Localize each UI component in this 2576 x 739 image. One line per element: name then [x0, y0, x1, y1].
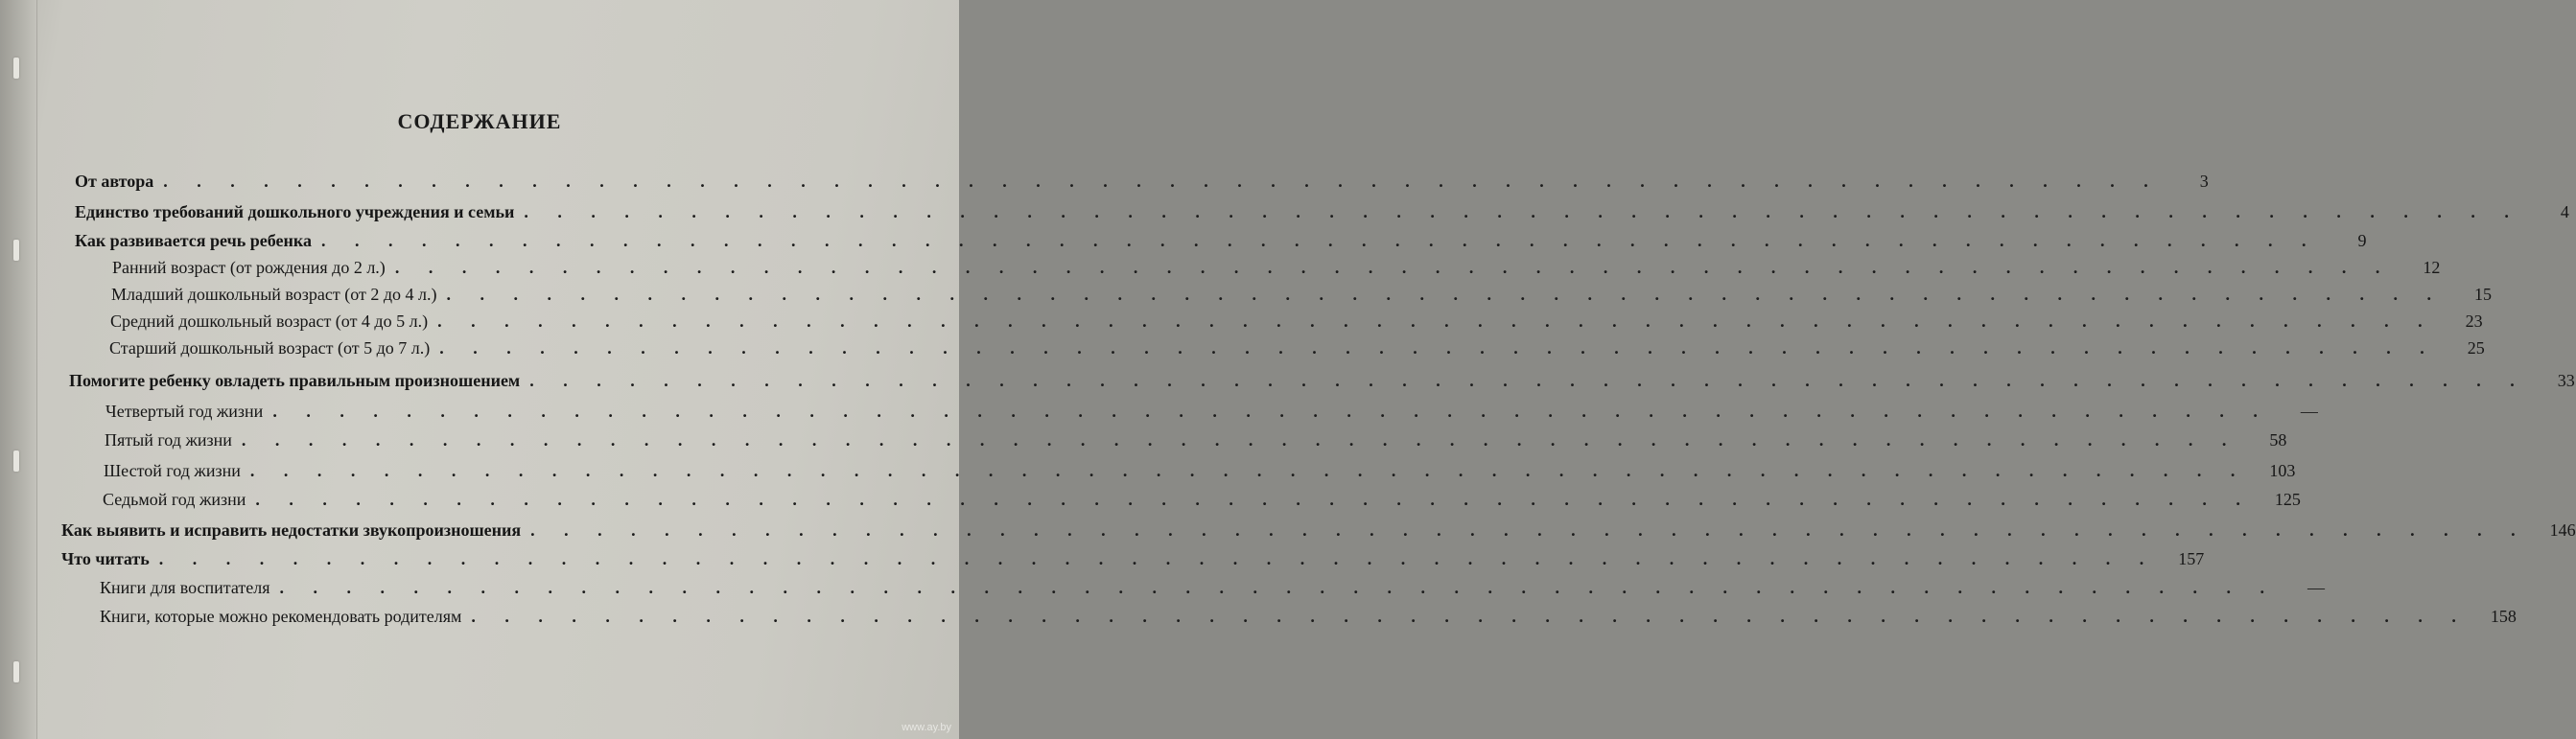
toc-leader-dots: . . . . . . . . . . . . . . . . . . . . . . . . . . . . . . . . . . . . . . . . . . . . . . . . . . . . . . . . . . . . — [249, 461, 2248, 480]
toc-page-number: 157 — [2178, 549, 2205, 568]
toc-page-number: 12 — [2423, 258, 2441, 277]
toc-page-number: 125 — [2274, 490, 2301, 509]
toc-leader-dots: . . . . . . . . . . . . . . . . . . . . . . . . . . . . . . . . . . . . . . . . . . . . . . . . . . . . . . . . . . . . — [394, 258, 2393, 277]
toc-entry — [105, 395, 2318, 422]
toc-leader-dots: . . . . . . . . . . . . . . . . . . . . . . . . . . . . . . . . . . . . . . . . . . . . . . . . . . . . . . . . . . . . — [530, 520, 2528, 540]
toc-entry-label: Книги, которые можно рекомендовать родителям — [100, 607, 462, 626]
toc-entry-label: Единство требований дошкольного учреждения и семьи — [75, 202, 515, 221]
toc-leader-dots: . . . . . . . . . . . . . . . . . . . . . . . . . . . . . . . . . . . . . . . . . . . . . . . . . . . . . . . . . . . . — [163, 172, 2161, 191]
toc-page-number: 4 — [2560, 202, 2569, 221]
toc-entry-label: Пятый год жизни — [105, 430, 232, 450]
toc-page-number: 3 — [2199, 172, 2209, 191]
toc-entry — [112, 251, 2441, 278]
toc-entry — [75, 196, 2569, 222]
toc-leader-dots: . . . . . . . . . . . . . . . . . . . . . . . . . . . . . . . . . . . . . . . . . . . . . . . . . . . . . . . . . . . . — [529, 371, 2527, 390]
toc-page-number: 9 — [2357, 231, 2367, 250]
toc-page-number: 33 — [2557, 371, 2575, 390]
toc-entry-label: Как развивается речь ребенка — [75, 231, 312, 250]
toc-entry — [100, 600, 2517, 627]
toc-entry — [104, 454, 2296, 481]
toc-leader-dots: . . . . . . . . . . . . . . . . . . . . . . . . . . . . . . . . . . . . . . . . . . . . . . . . . . . . . . . . . . . . — [320, 231, 2319, 250]
toc-page-number: — — [2300, 402, 2318, 421]
toc-entry — [109, 332, 2485, 358]
toc-entry-label: Средний дошкольный возраст (от 4 до 5 л.) — [110, 312, 429, 331]
toc-page-number: 15 — [2474, 285, 2493, 304]
watermark: www.ay.by — [902, 722, 951, 733]
toc-page-number: 25 — [2467, 338, 2485, 358]
toc-entry-label: Книги для воспитателя — [100, 578, 270, 597]
page-title: СОДЕРЖАНИЕ — [397, 109, 562, 133]
toc-entry — [61, 514, 2576, 541]
toc-entry-label: Как выявить и исправить недостатки звукопроизношения — [61, 520, 522, 540]
toc-entry-label: Младший дошкольный возраст (от 2 до 4 л.) — [111, 285, 437, 304]
toc-entry-label: Помогите ребенку овладеть правильным произношением — [69, 371, 521, 390]
toc-leader-dots: . . . . . . . . . . . . . . . . . . . . . . . . . . . . . . . . . . . . . . . . . . . . . . . . . . . . . . . . . . . . — [272, 402, 2270, 421]
toc-entry-label: Шестой год жизни — [104, 461, 241, 480]
toc-page-number: 23 — [2465, 312, 2483, 331]
toc-entry — [105, 424, 2287, 450]
toc-leader-dots: . . . . . . . . . . . . . . . . . . . . . . . . . . . . . . . . . . . . . . . . . . . . . . . . . . . . . . . . . . . . — [241, 430, 2239, 450]
toc-entry-label: Ранний возраст (от рождения до 2 л.) — [112, 258, 386, 277]
toc-page-number: 158 — [2490, 607, 2517, 626]
toc-entry — [75, 224, 2367, 251]
toc-leader-dots: . . . . . . . . . . . . . . . . . . . . . . . . . . . . . . . . . . . . . . . . . . . . . . . . . . . . . . . . . . . . — [446, 285, 2445, 304]
toc-entry — [100, 571, 2326, 598]
toc-entry — [111, 278, 2493, 305]
toc-leader-dots: . . . . . . . . . . . . . . . . . . . . . . . . . . . . . . . . . . . . . . . . . . . . . . . . . . . . . . . . . . . . — [255, 490, 2253, 509]
toc-entry — [75, 165, 2209, 192]
toc-entry-label: Четвертый год жизни — [105, 402, 264, 421]
toc-entry — [110, 305, 2483, 332]
toc-entry-label: Что читать — [61, 549, 150, 568]
toc-page-number: 146 — [2549, 520, 2576, 540]
toc-entry — [103, 483, 2301, 510]
toc-page-number: 58 — [2269, 430, 2287, 450]
toc-entry-label: Седьмой год жизни — [103, 490, 246, 509]
toc-entry — [61, 543, 2205, 569]
toc-leader-dots: . . . . . . . . . . . . . . . . . . . . . . . . . . . . . . . . . . . . . . . . . . . . . . . . . . . . . . . . . . . . — [279, 578, 2278, 597]
toc-entry-label: От автора — [75, 172, 154, 191]
toc-leader-dots: . . . . . . . . . . . . . . . . . . . . . . . . . . . . . . . . . . . . . . . . . . . . . . . . . . . . . . . . . . . . — [524, 202, 2521, 221]
toc-leader-dots: . . . . . . . . . . . . . . . . . . . . . . . . . . . . . . . . . . . . . . . . . . . . . . . . . . . . . . . . . . . . — [158, 549, 2157, 568]
toc-entry-label: Старший дошкольный возраст (от 5 до 7 л.) — [109, 338, 431, 358]
toc-page-number: — — [2307, 578, 2326, 597]
toc-leader-dots: . . . . . . . . . . . . . . . . . . . . . . . . . . . . . . . . . . . . . . . . . . . . . . . . . . . . . . . . . . . . — [437, 312, 2435, 331]
toc-leader-dots: . . . . . . . . . . . . . . . . . . . . . . . . . . . . . . . . . . . . . . . . . . . . . . . . . . . . . . . . . . . . — [439, 338, 2437, 358]
toc-leader-dots: . . . . . . . . . . . . . . . . . . . . . . . . . . . . . . . . . . . . . . . . . . . . . . . . . . . . . . . . . . . . — [471, 607, 2469, 626]
toc-entry — [69, 364, 2575, 391]
toc-page-number: 103 — [2269, 461, 2296, 480]
